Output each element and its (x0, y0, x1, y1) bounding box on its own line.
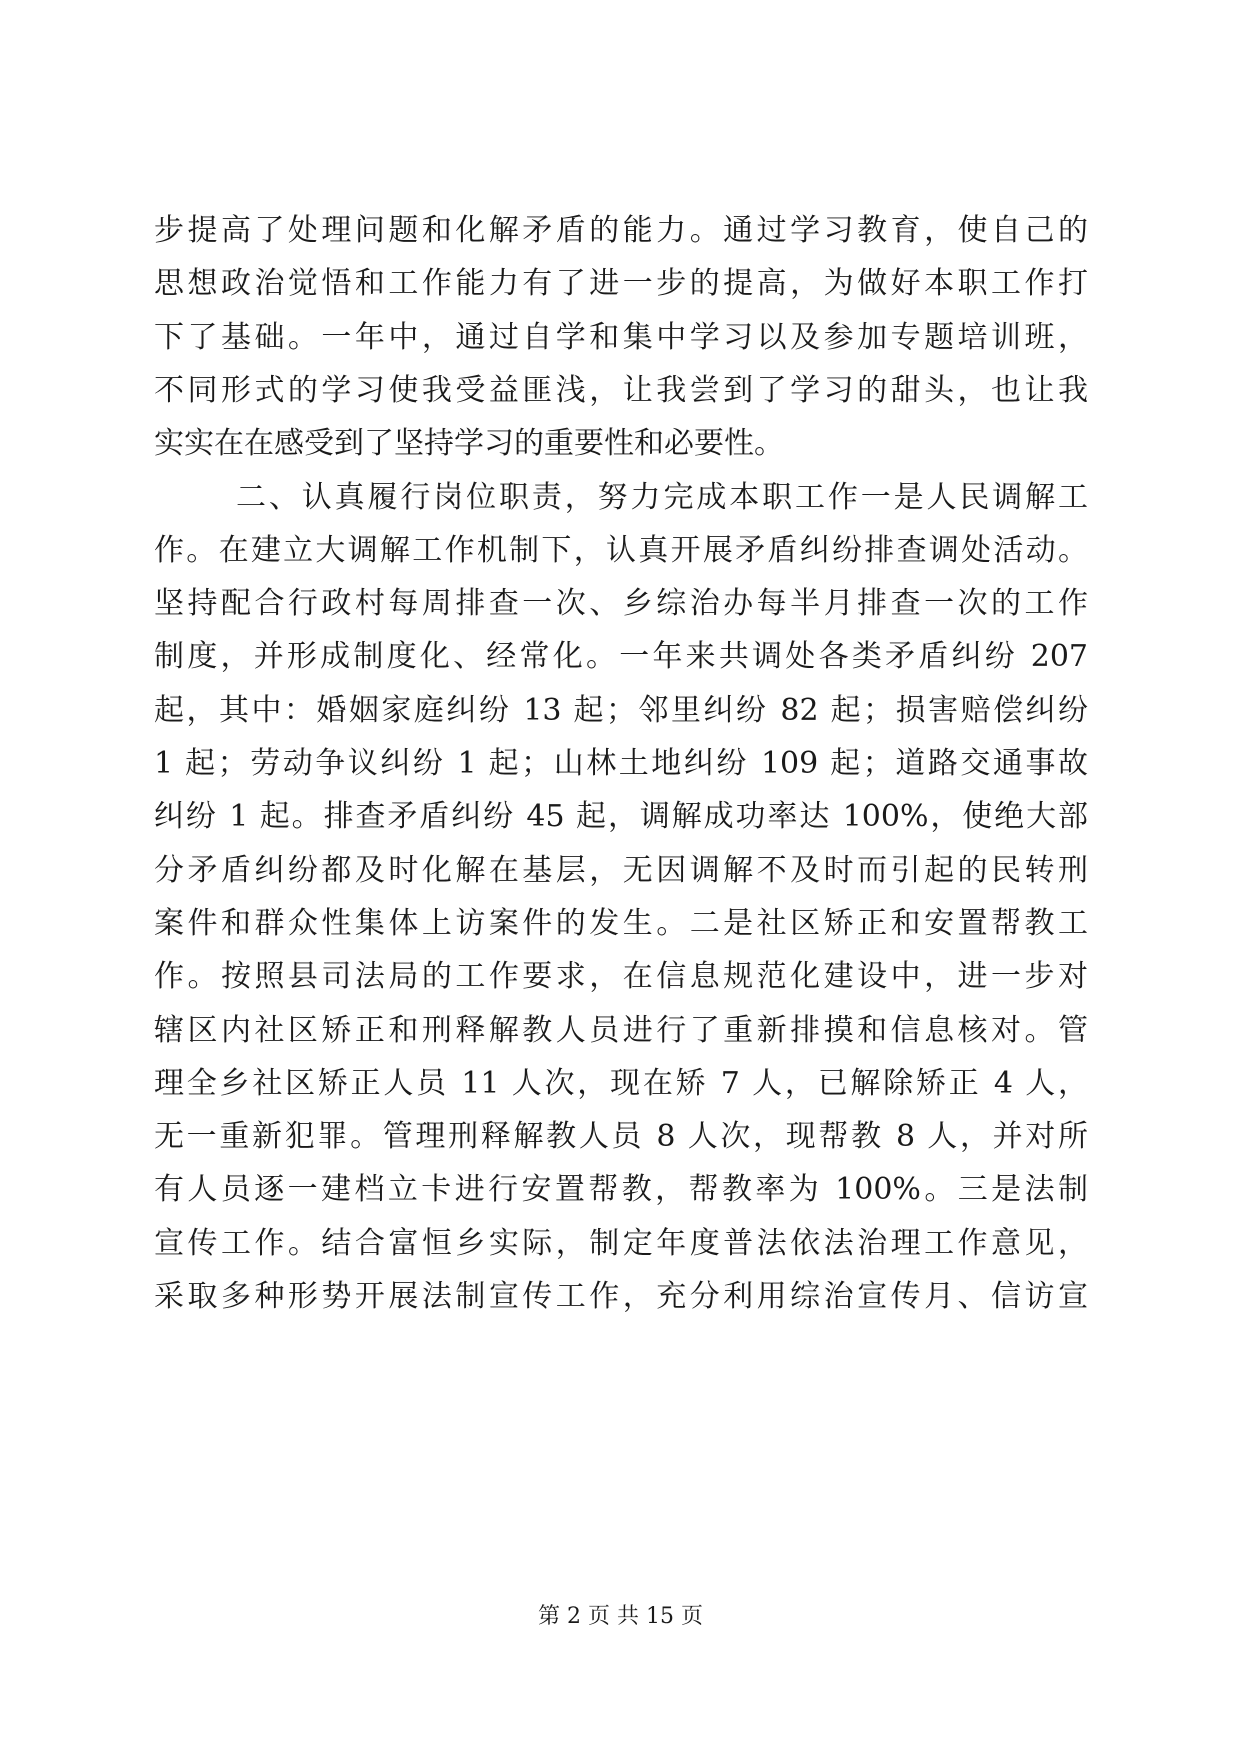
page-number-label: 第 2 页 共 15 页 (538, 1604, 703, 1629)
text-line (0, 637, 1241, 677)
page-footer (0, 1602, 1241, 1632)
text-line-content: 理全乡社区矫正人员 11 人次，现在矫 7 人，已解除矫正 4 人， (154, 1066, 1088, 1101)
text-line (0, 1224, 1241, 1264)
text-line-content: 宣传工作。结合富恒乡实际，制定年度普法依法治理工作意见， (154, 1226, 1088, 1261)
text-line (0, 1170, 1241, 1210)
text-line-content: 纠纷 1 起。排查矛盾纠纷 45 起，调解成功率达 100%，使绝大部 (154, 799, 1088, 834)
text-line (0, 744, 1241, 784)
text-line-content: 二、认真履行岗位职责，努力完成本职工作一是人民调解工 (236, 480, 1088, 515)
text-line-content: 坚持配合行政村每周排查一次、乡综治办每半月排查一次的工作 (154, 586, 1088, 621)
text-line-content: 制度，并形成制度化、经常化。一年来共调处各类矛盾纠纷 207 (154, 639, 1088, 674)
text-line-content: 有人员逐一建档立卡进行安置帮教，帮教率为 100%。三是法制 (154, 1172, 1088, 1207)
text-line (0, 957, 1241, 997)
text-line-content: 不同形式的学习使我受益匪浅，让我尝到了学习的甜头，也让我 (154, 373, 1088, 408)
text-line (0, 371, 1241, 411)
text-line (0, 211, 1241, 251)
text-line-content: 分矛盾纠纷都及时化解在基层，无因调解不及时而引起的民转刑 (154, 853, 1088, 888)
text-line (0, 584, 1241, 624)
text-line-content: 无一重新犯罪。管理刑释解教人员 8 人次，现帮教 8 人，并对所 (154, 1119, 1088, 1154)
text-line-content: 案件和群众性集体上访案件的发生。二是社区矫正和安置帮教工 (154, 906, 1088, 941)
text-line-content: 实实在在感受到了坚持学习的重要性和必要性。 (154, 426, 784, 461)
text-line (0, 904, 1241, 944)
text-line-content: 步提高了处理问题和化解矛盾的能力。通过学习教育，使自己的 (154, 213, 1088, 248)
text-line (0, 264, 1241, 304)
text-line-content: 下了基础。一年中，通过自学和集中学习以及参加专题培训班， (154, 320, 1088, 355)
text-line (0, 797, 1241, 837)
text-line-content: 作。在建立大调解工作机制下，认真开展矛盾纠纷排查调处活动。 (154, 533, 1088, 568)
text-line (0, 691, 1241, 731)
text-line-content: 起，其中：婚姻家庭纠纷 13 起；邻里纠纷 82 起；损害赔偿纠纷 (154, 693, 1088, 728)
text-line (0, 851, 1241, 891)
text-line (0, 1064, 1241, 1104)
text-line-content: 辖区内社区矫正和刑释解教人员进行了重新排摸和信息核对。管 (154, 1013, 1088, 1048)
text-line-content: 采取多种形势开展法制宣传工作，充分利用综治宣传月、信访宣 (154, 1279, 1088, 1314)
text-line-content: 1 起；劳动争议纠纷 1 起；山林土地纠纷 109 起；道路交通事故 (154, 746, 1088, 781)
text-line (0, 531, 1241, 571)
text-line (0, 478, 1241, 518)
text-line (0, 318, 1241, 358)
text-line (0, 424, 1241, 464)
text-line (0, 1277, 1241, 1317)
text-line (0, 1117, 1241, 1157)
text-line-content: 思想政治觉悟和工作能力有了进一步的提高，为做好本职工作打 (154, 266, 1088, 301)
text-line (0, 1011, 1241, 1051)
text-line-content: 作。按照县司法局的工作要求，在信息规范化建设中，进一步对 (154, 959, 1088, 994)
